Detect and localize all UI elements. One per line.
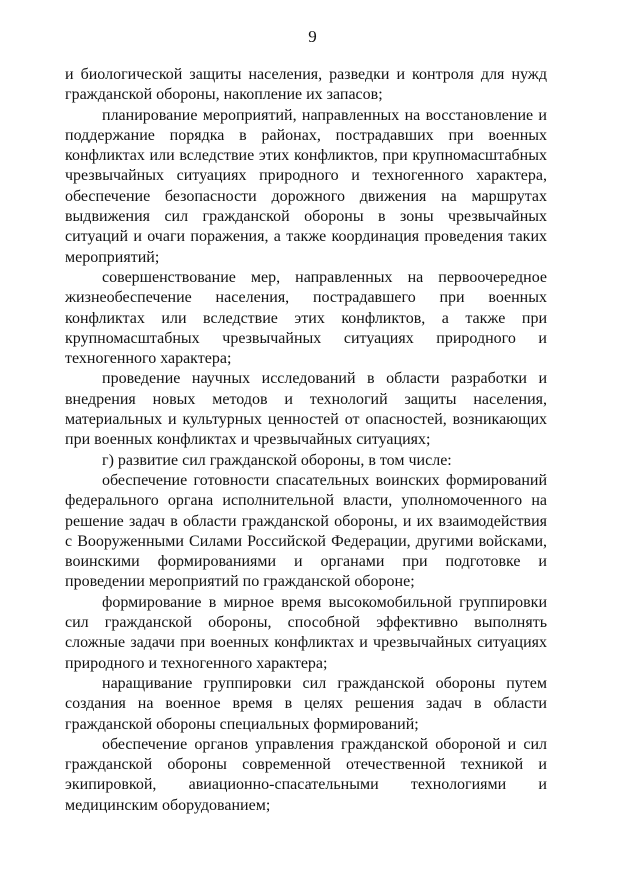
page-number: 9: [308, 27, 317, 46]
paragraph-equipment: обеспечение органов управления гражданской обороной и сил гражданской обороны современной отечественной техникой и экипировкой, авиационно-спасательными технологиями и медицинским оборудованием;: [65, 735, 547, 814]
paragraph-item-g: г) развитие сил гражданской обороны, в том числе:: [102, 451, 452, 469]
paragraph-life-support: совершенствование мер, направленных на первоочередное жизнеобеспечение населения, пострадавшего при военных конфликтах или вследствие этих конфликтов, а также при крупномасштабных чрезвычайных ситуациях природного и техногенного характера;: [65, 268, 547, 368]
paragraph-readiness: обеспечение готовности спасательных воинских формирований федерального органа исполнительной власти, уполномоченного на решение задач в области гражданской обороны, и их взаимодействия с Вооруженными Силами Российской Федерации, другими войсками, воинскими формированиями и органами при подготовке и проведении мероприятий по гражданской обороне;: [65, 471, 547, 591]
paragraph-continuation: и биологической защиты населения, разведки и контроля для нужд гражданской обороны, накопление их запасов;: [65, 66, 547, 104]
paragraph-mobile-group: формирование в мирное время высокомобильной группировки сил гражданской обороны, способной эффективно выполнять сложные задачи при военных конфликтах и чрезвычайных ситуациях природного и техногенного характера;: [65, 593, 547, 672]
paragraph-build-up: наращивание группировки сил гражданской обороны путем создания на военное время в целях решения задач в области гражданской обороны специальных формирований;: [65, 674, 547, 733]
document-body: [65, 65, 547, 816]
paragraph-research: проведение научных исследований в области разработки и внедрения новых методов и технологий защиты населения, материальных и культурных ценностей от опасностей, возникающих при военных конфликтах и чрезвычайных ситуациях;: [65, 370, 547, 449]
paragraph-planning: планирование мероприятий, направленных на восстановление и поддержание порядка в районах, пострадавших при военных конфликтах или вследствие этих конфликтов, при крупномасштабных чрезвычайных ситуациях природного и техногенного характера, обеспечение безопасности дорожного движения на маршрутах выдвижения сил гражданской обороны в зоны чрезвычайных ситуаций и очаги поражения, а также координация проведения таких мероприятий;: [65, 106, 547, 266]
